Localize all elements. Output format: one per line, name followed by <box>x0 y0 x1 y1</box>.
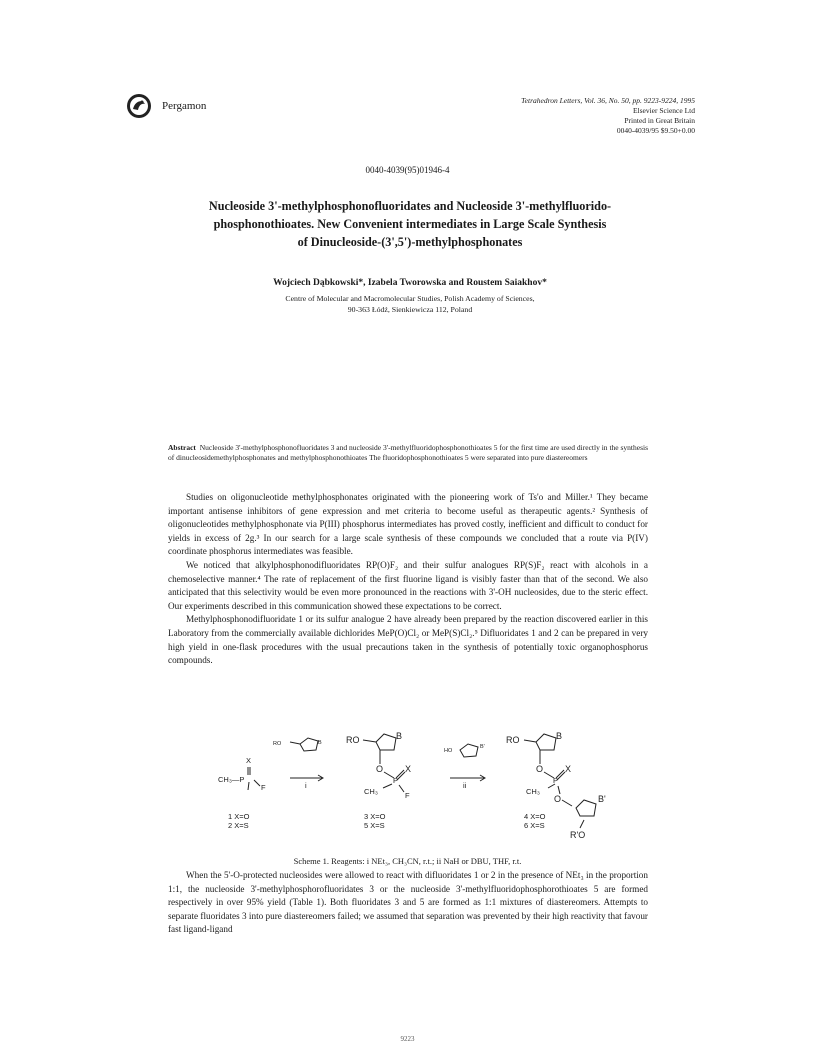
journal-line: Tetrahedron Letters, Vol. 36, No. 50, pp. 9223-9224, 1995 <box>521 96 695 105</box>
title-line-3: of Dinucleoside-(3',5')-methylphosphonates <box>297 235 523 249</box>
o-label-4b: O <box>554 794 562 804</box>
label-5: 5 X=S <box>364 821 385 830</box>
ro-label-4: RO <box>506 735 520 745</box>
b-prime-label-4: B' <box>598 794 606 804</box>
x-label-4: X <box>565 764 572 774</box>
arrow-1-label: i <box>305 781 307 790</box>
title-line-2: phosphonothioates. New Convenient intermediates in Large Scale Synthesis <box>213 217 607 231</box>
affiliation-line-2: 90-363 Łódź, Sienkiewicza 112, Poland <box>347 305 473 314</box>
affiliation <box>150 293 670 315</box>
abstract <box>168 443 648 464</box>
affiliation-line-1: Centre of Molecular and Macromolecular Studies, Polish Academy of Sciences, <box>285 294 535 303</box>
pergamon-logo-icon <box>126 93 152 119</box>
publisher-line: Elsevier Science Ltd <box>632 106 695 115</box>
p-label-3: P <box>393 776 399 785</box>
paper-title <box>150 197 670 251</box>
p-label-4: P <box>553 776 559 785</box>
o-label-3: O <box>376 764 384 774</box>
ho-label-small: HO <box>444 748 453 754</box>
ch3-label-3: CH₃ <box>364 787 378 796</box>
f-label-1: F <box>261 783 266 792</box>
paragraph-1: Studies on oligonucleotide methylphosphonates originated with the pioneering work of Ts'o and Miller.¹ They became important antisense inhibitors of gene expression and met criteria to become useful as therapeutic agents.² Synthesis of oligonucleotides methylphosphonate via P(III) phosphorus intermediates has proved costly, inefficient and difficult to conduct for yields in excess of 2g.³ In our search for a large scale synthesis of these compounds we concluded that a route via P(IV) coordinate phosphorus intermediates was feasible. <box>168 492 648 557</box>
paragraph-4: When the 5'-O-protected nucleosides were allowed to react with difluoridates 1 or 2 in the presence of NEt₃ in the proportion 1:1, the nucleoside 3'-methylphosphorofluoridates 3 or the nucleoside 3'-methylfluoridophosphorothioates 5 are formed respectively in over 95% yield (Table 1). Both fluoridates 3 and 5 are formed as 1:1 mixtures of diastereomers. Attempts to separate fluoridates 3 into pure diastereomers failed; we assumed that separation was prevented by their high reactivity that favour fast ligand-ligand <box>168 870 648 935</box>
publisher-block <box>138 93 338 121</box>
doi: 0040-4039(95)01946-4 <box>365 165 450 175</box>
compound-labels-3 <box>524 812 545 830</box>
arrow-2-label: ii <box>463 781 467 790</box>
x-label-3: X <box>405 764 412 774</box>
b-label-small: B <box>318 740 322 746</box>
label-6: 6 X=S <box>524 821 545 830</box>
label-1: 1 X=O <box>228 812 250 821</box>
ro-label-3: RO <box>346 735 360 745</box>
issn-line: 0040-4039/95 $9.50+0.00 <box>616 126 695 135</box>
publisher-name: Pergamon <box>162 100 207 112</box>
ro-label-small: RO <box>273 741 282 747</box>
scheme-caption: Scheme 1. Reagents: i NEt₃, CH₃CN, r.t.; ii NaH or DBU, THF, r.t. <box>293 856 522 866</box>
body-text-2 <box>168 869 648 937</box>
ch3p-label: CH₃—P <box>218 775 245 784</box>
body-text <box>168 491 648 668</box>
title-line-1: Nucleoside 3'-methylphosphonofluoridates and Nucleoside 3'-methylfluorido- <box>208 199 612 213</box>
paragraph-2: We noticed that alkylphosphonodifluoridates RP(O)F₂ and their sulfur analogues RP(S)F₂ react with alcohols in a chemoselective manner.⁴ The rate of replacement of the first fluorine ligand is visibly faster than that of the second. We also anticipated that this selectivity would be even more pronounced in the reactions with 3'-OH nucleosides, due to the steric effect. Our experiments described in this communication showed these expectations to be correct. <box>168 559 648 611</box>
abstract-label: Abstract <box>168 443 196 452</box>
abstract-text: Nucleoside 3'-methylphosphonofluoridates 3 and nucleoside 3'-methylfluoridophosphonothioates 5 for the first time are used directly in the synthesis of dinucleosidemethylphosphonates and methylphosphonothioates The fluoridophosphonothioates 5 were separated into pure diastereomers <box>168 443 649 463</box>
r-o-label-4: R'O <box>570 830 586 840</box>
compound-labels-2 <box>364 812 385 830</box>
b-label-4: B <box>556 731 563 741</box>
authors: Wojciech Dąbkowski*, Izabela Tworowska and Roustem Saiakhov* <box>273 278 547 288</box>
paragraph-3: Methylphosphonodifluoridate 1 or its sulfur analogue 2 have already been prepared by the reaction discovered earlier in this Laboratory from the commercially available dichlorides MeP(O)Cl₂ or MeP(S)Cl₂.⁵ Difluoridates 1 and 2 can be prepared in very high yield in one-flask procedures with the usual precautions taken in the synthesis of potentially toxic organophosphorus compounds. <box>168 614 648 666</box>
ch3-label-4: CH₃ <box>526 787 540 796</box>
b-label-3: B <box>396 731 403 741</box>
page-number: 9223 <box>400 1035 415 1043</box>
label-4: 4 X=O <box>524 812 546 821</box>
label-3: 3 X=O <box>364 812 386 821</box>
label-2: 2 X=S <box>228 821 249 830</box>
f-label-3: F <box>405 791 410 800</box>
reaction-scheme <box>218 730 638 848</box>
printed-line: Printed in Great Britain <box>624 116 695 125</box>
scheme-drawing <box>218 730 638 848</box>
compound-labels-1 <box>228 812 249 830</box>
journal-meta <box>521 96 695 136</box>
o-label-4: O <box>536 764 544 774</box>
b-prime-label-small: B' <box>480 744 485 750</box>
x-label-1: X <box>246 756 252 765</box>
